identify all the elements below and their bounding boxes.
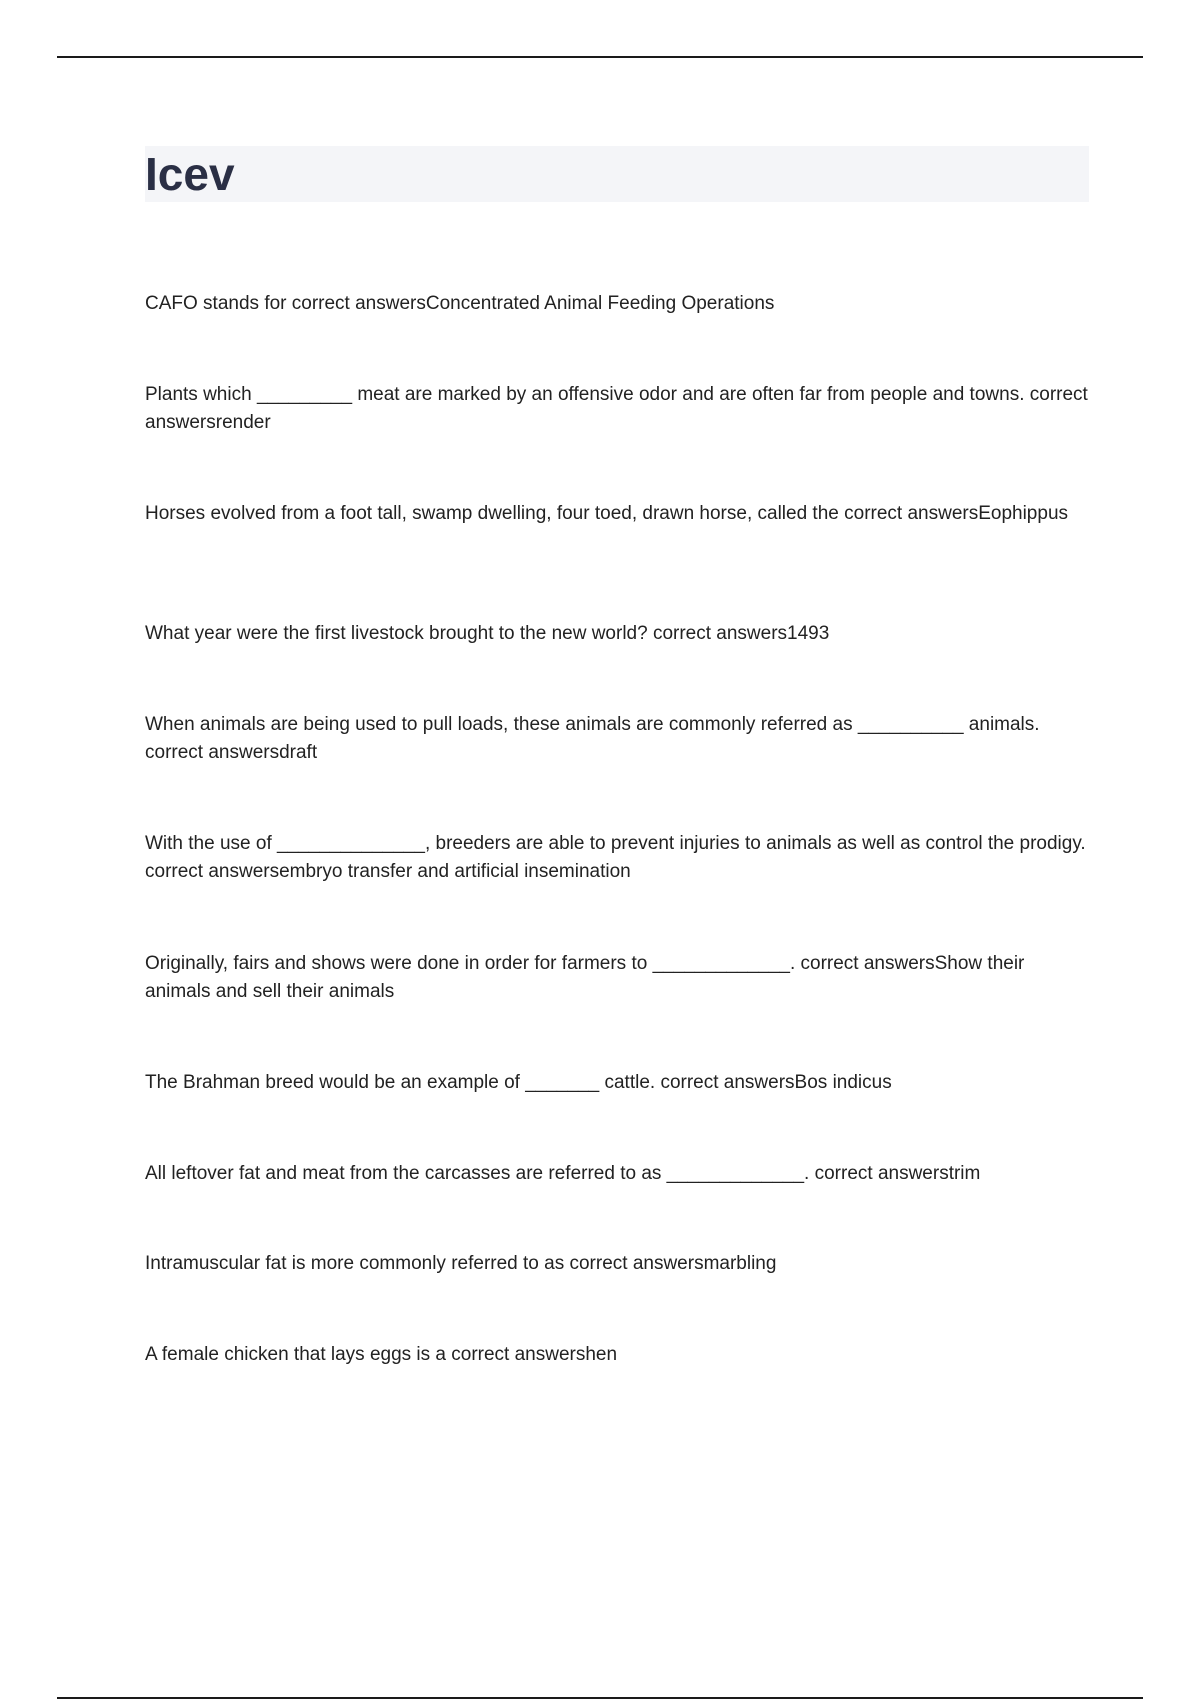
qa-text: Horses evolved from a foot tall, swamp dwelling, four toed, drawn horse, called the correct answersEophippus	[145, 503, 1069, 524]
qa-text: What year were the first livestock brought to the new world? correct answers1493	[145, 623, 830, 644]
qa-text: The Brahman breed would be an example of _______ cattle. correct answersBos indicus	[145, 1072, 892, 1093]
qa-item	[145, 830, 1095, 886]
header-rule	[57, 56, 1143, 58]
title-banner	[145, 146, 1089, 202]
qa-item	[145, 950, 1095, 1006]
qa-item	[145, 1069, 1095, 1097]
qa-item	[145, 620, 1095, 648]
qa-item	[145, 1250, 1095, 1278]
qa-text: Intramuscular fat is more commonly referred to as correct answersmarbling	[145, 1253, 777, 1274]
qa-text: CAFO stands for correct answersConcentrated Animal Feeding Operations	[145, 293, 775, 314]
qa-text: Originally, fairs and shows were done in order for farmers to _____________. correct answersShow their animals and sell their animals	[145, 953, 1025, 1002]
qa-item	[145, 290, 1095, 318]
qa-item	[145, 1160, 1095, 1188]
qa-text: With the use of ______________, breeders are able to prevent injuries to animals as well as control the prodigy. correct answersembryo transfer and artificial insemination	[145, 833, 1086, 882]
qa-text: When animals are being used to pull loads, these animals are commonly referred as __________ animals. correct answersdraft	[145, 714, 1040, 763]
footer-rule	[57, 1697, 1143, 1699]
qa-text: Plants which _________ meat are marked by an offensive odor and are often far from people and towns. correct answersrender	[145, 384, 1088, 433]
qa-item	[145, 711, 1095, 767]
qa-text: A female chicken that lays eggs is a correct answershen	[145, 1344, 618, 1365]
qa-item	[145, 381, 1095, 437]
page-title: Icev	[145, 148, 235, 200]
qa-item	[145, 1341, 1095, 1369]
qa-text: All leftover fat and meat from the carcasses are referred to as _____________. correct answerstrim	[145, 1163, 981, 1184]
qa-item	[145, 500, 1095, 528]
